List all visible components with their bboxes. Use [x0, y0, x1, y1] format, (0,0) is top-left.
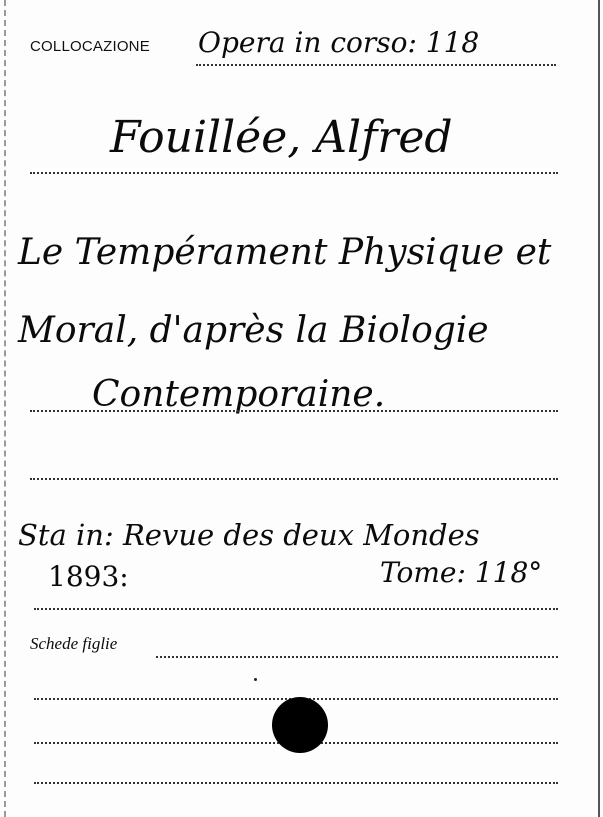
title-line-2: Moral, d'après la Biologie [18, 310, 489, 351]
collocazione-label: COLLOCAZIONE [30, 38, 150, 55]
source-year: 1893: [48, 560, 129, 593]
source-rule [34, 608, 558, 610]
card-left-edge [4, 0, 6, 817]
collocazione-rule [196, 64, 556, 66]
card-right-edge [598, 0, 600, 817]
schede-rule-1 [156, 656, 558, 658]
schede-rule-4 [34, 782, 558, 784]
punch-hole [272, 697, 328, 753]
source-journal: Sta in: Revue des deux Mondes [18, 518, 480, 552]
title-rule-2 [30, 478, 558, 480]
ink-speck [254, 678, 257, 681]
title-line-3: Contemporaine. [92, 374, 386, 415]
title-line-1: Le Tempérament Physique et [18, 232, 552, 273]
source-tome: Tome: 118° [380, 556, 543, 589]
author-name: Fouillée, Alfred [110, 112, 453, 163]
schede-figlie-label: Schede figlie [30, 634, 118, 653]
collocazione-value: Opera in corso: 118 [198, 26, 480, 59]
title-rule-1 [30, 410, 558, 412]
author-rule [30, 172, 558, 174]
